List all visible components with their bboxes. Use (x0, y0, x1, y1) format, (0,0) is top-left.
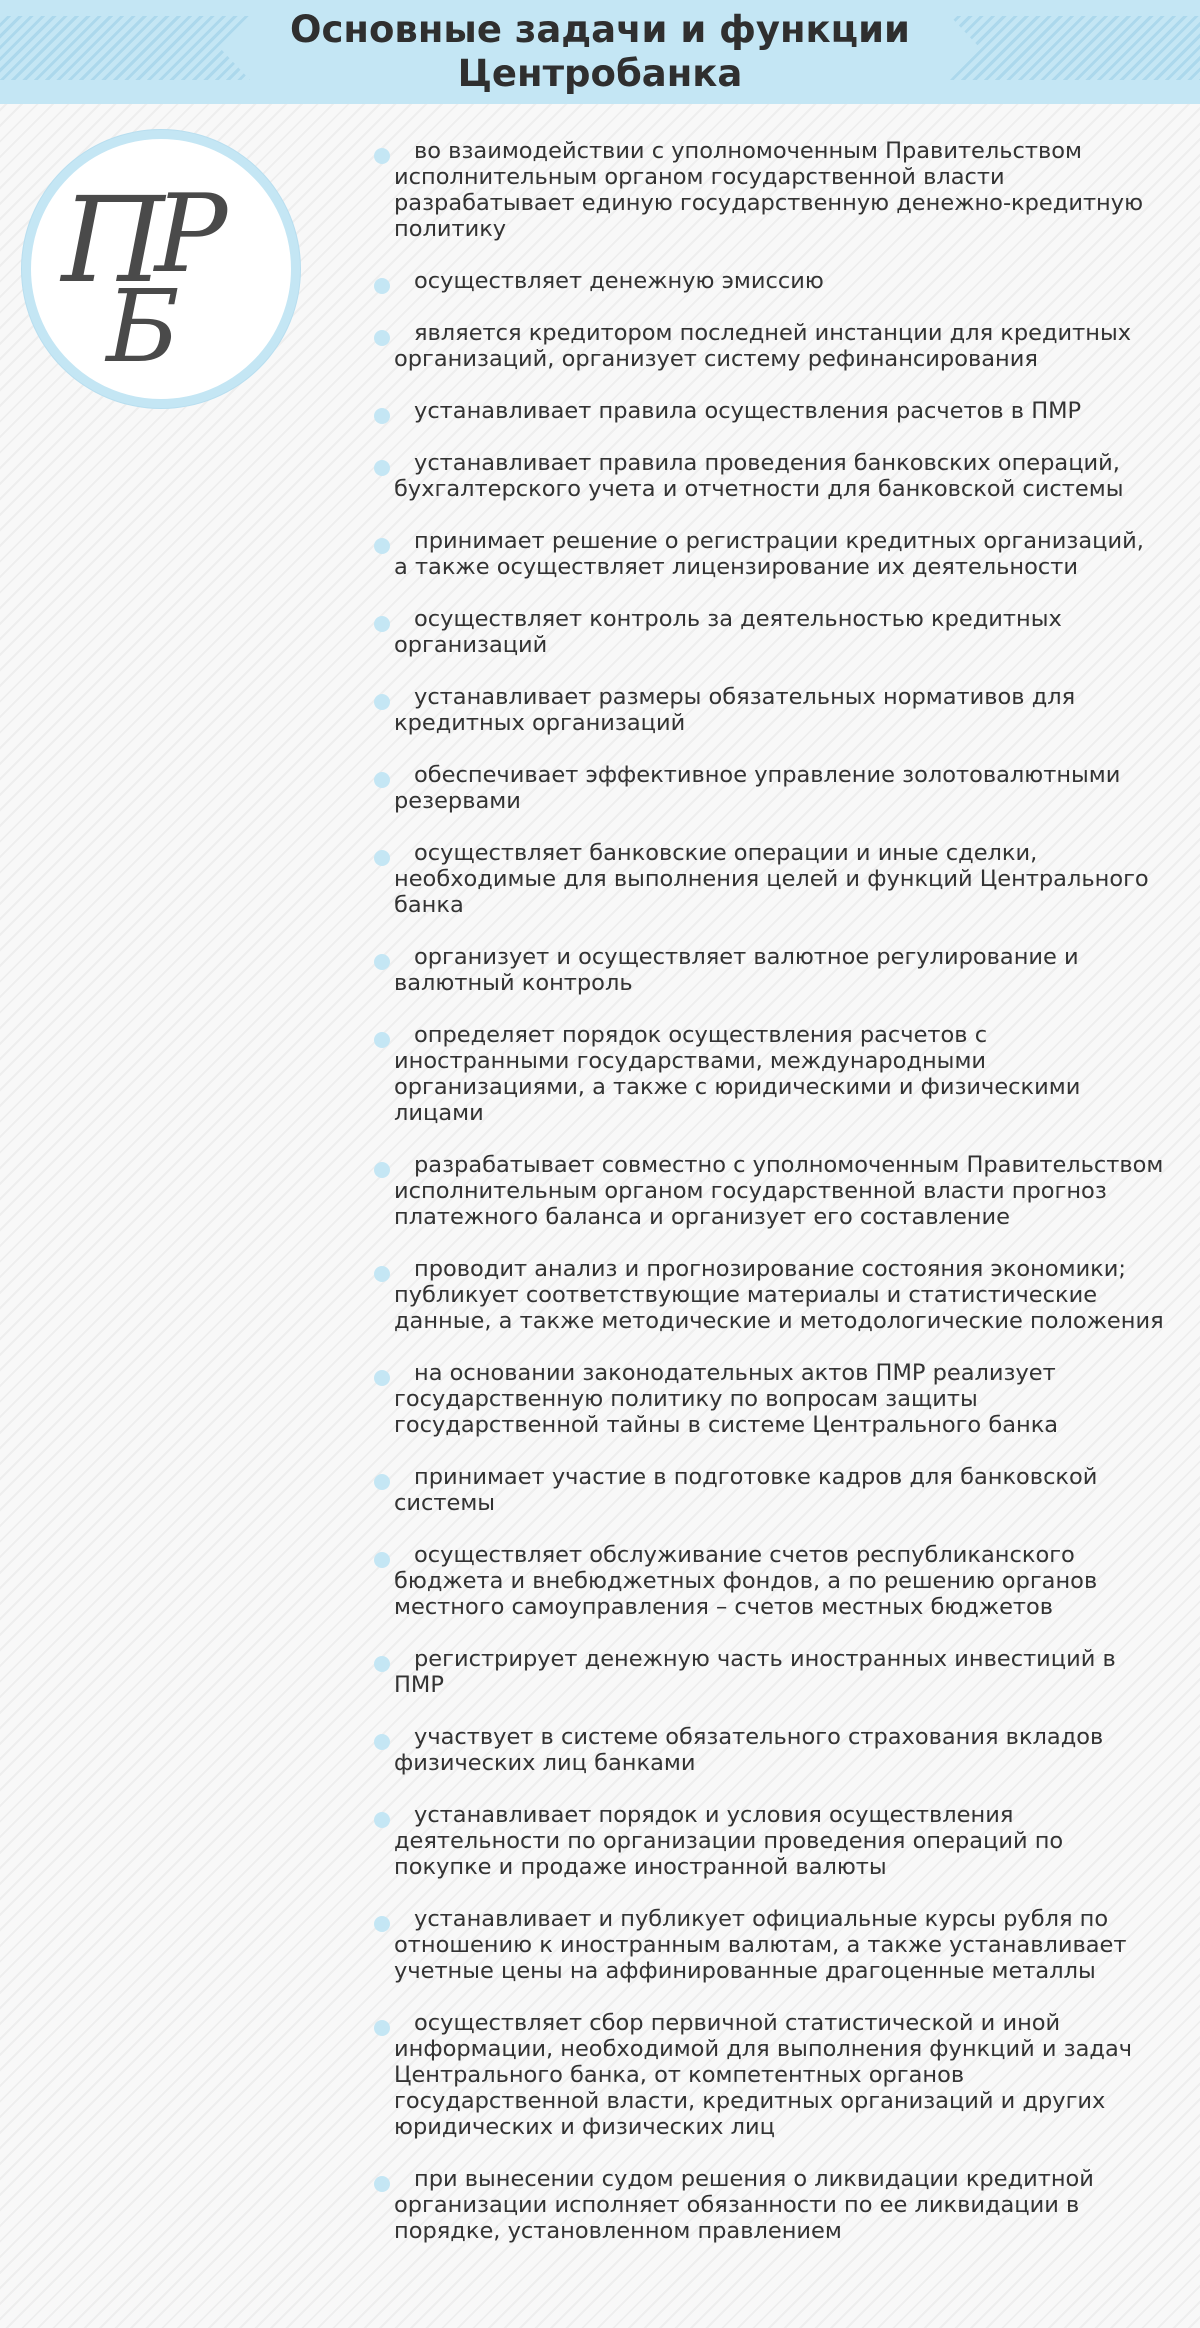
logo-letter-p: П (61, 171, 165, 309)
header-banner (0, 0, 1200, 104)
ribbon-left-decoration (0, 16, 250, 80)
prb-monogram-icon (31, 139, 291, 399)
list-item: принимает решение о регистрации кредитных организаций, а также осуществляет лицензирование их деятельности (374, 528, 1164, 580)
list-item: устанавливает и публикует официальные курсы рубля по отношению к иностранным валютам, а также устанавливает учетные цены на аффинированные драгоценные металлы (374, 1906, 1164, 1984)
bullet-icon (374, 1266, 390, 1282)
bullet-icon (374, 1162, 390, 1178)
logo-letter-r: Р (154, 172, 228, 297)
list-item: устанавливает размеры обязательных нормативов для кредитных организаций (374, 684, 1164, 736)
list-item: осуществляет обслуживание счетов республиканского бюджета и внебюджетных фондов, а по решению органов местного самоуправления – счетов местных бюджетов (374, 1542, 1164, 1620)
list-item: устанавливает правила проведения банковских операций, бухгалтерского учета и отчетности для банковской системы (374, 450, 1164, 502)
list-item: осуществляет контроль за деятельностью кредитных организаций (374, 606, 1164, 658)
list-item: участвует в системе обязательного страхования вкладов физических лиц банками (374, 1724, 1164, 1776)
bullet-icon (374, 772, 390, 788)
bullet-icon (374, 1812, 390, 1828)
bullet-icon (374, 2020, 390, 2036)
bullet-icon (374, 616, 390, 632)
list-item: является кредитором последней инстанции для кредитных организаций, организует систему рефинансирования (374, 320, 1164, 372)
ribbon-right-decoration (950, 16, 1200, 80)
bullet-icon (374, 460, 390, 476)
list-item: осуществляет сбор первичной статистической и иной информации, необходимой для выполнения функций и задач Центрального банка, от компетентных органов государственной власти, кредитных организаций и других юридических и физических лиц (374, 2010, 1164, 2140)
list-item: принимает участие в подготовке кадров для банковской системы (374, 1464, 1164, 1516)
list-item: во взаимодействии с уполномоченным Правительством исполнительным органом государственной власти разрабатывает единую государственную денежно-кредитную политику (374, 138, 1164, 242)
list-item: обеспечивает эффективное управление золотовалютными резервами (374, 762, 1164, 814)
bullet-icon (374, 2176, 390, 2192)
bullet-icon (374, 694, 390, 710)
bullet-icon (374, 850, 390, 866)
list-item: определяет порядок осуществления расчетов с иностранными государствами, международными организациями, а также с юридическими и физическими лицами (374, 1022, 1164, 1126)
bullet-icon (374, 1916, 390, 1932)
list-item: на основании законодательных актов ПМР реализует государственную политику по вопросам защиты государственной тайны в системе Центрального банка (374, 1360, 1164, 1438)
bullet-icon (374, 1656, 390, 1672)
bullet-icon (374, 408, 390, 424)
bullet-icon (374, 954, 390, 970)
logo-letter-b: Б (106, 268, 180, 385)
bullet-icon (374, 330, 390, 346)
bullet-icon (374, 1370, 390, 1386)
bullet-icon (374, 1474, 390, 1490)
list-item: при вынесении судом решения о ликвидации кредитной организации исполняет обязанности по ее ликвидации в порядке, установленном правлением (374, 2166, 1164, 2244)
list-item: осуществляет банковские операции и иные сделки, необходимые для выполнения целей и функций Центрального банка (374, 840, 1164, 918)
prb-logo (22, 130, 300, 408)
list-item: регистрирует денежную часть иностранных инвестиций в ПМР (374, 1646, 1164, 1698)
list-item: проводит анализ и прогнозирование состояния экономики; публикует соответствующие материалы и статистические данные, а также методические и методологические положения (374, 1256, 1164, 1334)
page-title: Основные задачи и функции Центробанка (290, 8, 910, 95)
list-item: разрабатывает совместно с уполномоченным Правительством исполнительным органом государственной власти прогноз платежного баланса и организует его составление (374, 1152, 1164, 1230)
bullet-icon (374, 1734, 390, 1750)
list-item: устанавливает правила осуществления расчетов в ПМР (374, 398, 1164, 424)
bullet-icon (374, 1552, 390, 1568)
list-item: осуществляет денежную эмиссию (374, 268, 1164, 294)
bullet-icon (374, 278, 390, 294)
bullet-icon (374, 1032, 390, 1048)
functions-list (374, 138, 1164, 2270)
bullet-icon (374, 538, 390, 554)
list-item: устанавливает порядок и условия осуществления деятельности по организации проведения операций по покупке и продаже иностранной валюты (374, 1802, 1164, 1880)
bullet-icon (374, 148, 390, 164)
list-item: организует и осуществляет валютное регулирование и валютный контроль (374, 944, 1164, 996)
